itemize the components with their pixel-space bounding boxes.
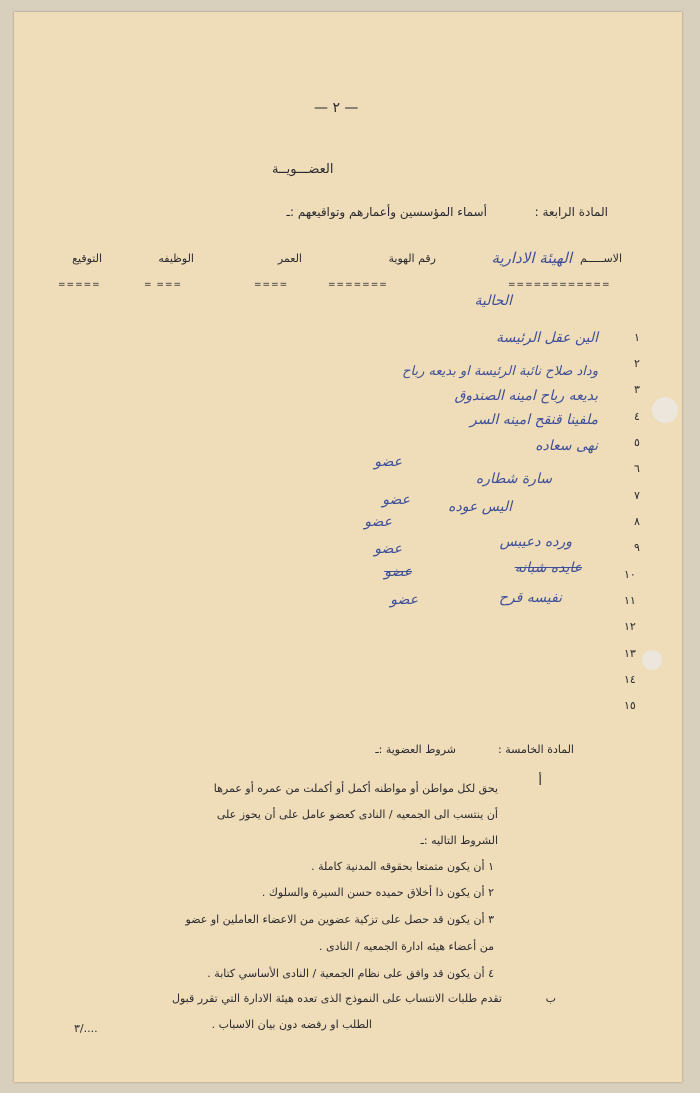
item-a-line1: يحق لكل مواطن أو مواطنه أكمل أو أكملت من عمره أو عمرها <box>213 782 498 795</box>
condition-1: ١ أن يكون متمتعا بحقوقه المدنية كاملة . <box>311 860 494 873</box>
row-number: ٤ <box>634 410 640 423</box>
item-a-line2: أن ينتسب الى الجمعيه / النادى كعضو عامل على أن يحوز على <box>216 808 498 821</box>
member-name: اليس عوده <box>448 499 512 515</box>
row-number: ١ <box>634 331 640 344</box>
member-name-struck: عايده شبانه <box>514 560 582 576</box>
underline-signature: ===== <box>58 280 101 290</box>
member-name: بديعه رباح امينه الصندوق <box>454 388 598 404</box>
handwritten-header-2: الحالية <box>474 293 512 309</box>
row-number: ١١ <box>624 594 636 607</box>
page-number: — ٢ — <box>314 100 359 116</box>
header-id: رقم الهوية <box>388 252 436 265</box>
row-number: ٩ <box>634 541 640 554</box>
member-name: سارة شطاره <box>475 471 552 487</box>
member-name: ورده دعيبس <box>499 534 572 550</box>
underline-id: ======= <box>328 280 388 290</box>
article5-title: شروط العضوية :ـ <box>375 743 456 756</box>
item-a-letter: أ <box>538 774 542 789</box>
header-name: الاســـــم <box>580 252 622 265</box>
item-b-line1: تقدم طلبات الانتساب على النموذج الذى تعده هيئة الادارة التي تقرر قبول <box>171 992 502 1005</box>
header-age: العمر <box>277 252 302 265</box>
document-page <box>14 12 682 1082</box>
underline-age: ==== <box>254 280 289 290</box>
underline-name: ============ <box>508 280 611 290</box>
member-role: عضو <box>390 592 418 608</box>
header-job: الوظيفه <box>158 252 194 265</box>
item-b-letter: ب <box>545 992 556 1005</box>
member-name: الين عقل الرئيسة <box>496 330 598 346</box>
underline-job: = === <box>144 280 183 290</box>
article4-text: أسماء المؤسسين وأعمارهم وتواقيعهم :ـ <box>286 205 487 219</box>
condition-3: ٣ أن يكون قد حصل على تزكية عضوين من الاعضاء العاملين او عضو <box>185 913 494 926</box>
condition-3-cont: من أعضاء هيئه ادارة الجمعيه / النادى . <box>318 940 494 953</box>
header-signature: التوقيع <box>72 252 102 265</box>
row-number: ١٣ <box>624 647 636 660</box>
condition-4: ٤ أن يكون قد وافق على نظام الجمعية / النادى الأساسي كتابة . <box>207 967 494 980</box>
member-name: وداد صلاح نائبة الرئيسة او بديعه رباح <box>402 364 598 379</box>
row-number: ١٥ <box>624 699 636 712</box>
row-number: ٦ <box>634 462 640 475</box>
footer-page-ref: ٣/.... <box>74 1022 98 1035</box>
row-number: ١٠ <box>624 568 636 581</box>
handwritten-header: الهيئة الادارية <box>491 249 572 267</box>
row-number: ٧ <box>634 489 640 502</box>
member-name: ملفينا قنقح امينه السر <box>469 412 598 428</box>
member-role: عضو <box>374 454 402 470</box>
row-number: ١٤ <box>624 673 636 686</box>
article5-label: المادة الخامسة : <box>498 743 574 756</box>
punch-hole-top <box>652 397 678 423</box>
member-name: نهى سعاده <box>535 438 598 454</box>
member-role: عضو <box>384 564 412 580</box>
condition-2: ٢ أن يكون ذا أخلاق حميده حسن السيرة والسلوك . <box>261 886 494 899</box>
row-number: ٢ <box>634 357 640 370</box>
row-number: ٨ <box>634 515 640 528</box>
article4-line <box>287 205 608 219</box>
row-number: ١٢ <box>624 620 636 633</box>
section-heading: العضـــويــة <box>272 162 334 177</box>
item-b-line2: الطلب او رفضه دون بيان الاسباب . <box>211 1018 372 1031</box>
row-number: ٥ <box>634 436 640 449</box>
member-role: عضو <box>374 541 402 557</box>
punch-hole-bottom <box>642 650 662 670</box>
member-name: نفيسه قرح <box>498 590 562 606</box>
row-number: ٣ <box>634 383 640 396</box>
article4-label: المادة الرابعة : <box>534 205 608 219</box>
member-role: عضو <box>382 492 410 508</box>
member-role: عضو <box>364 514 392 530</box>
item-a-line3: الشروط التاليه :ـ <box>420 834 498 847</box>
